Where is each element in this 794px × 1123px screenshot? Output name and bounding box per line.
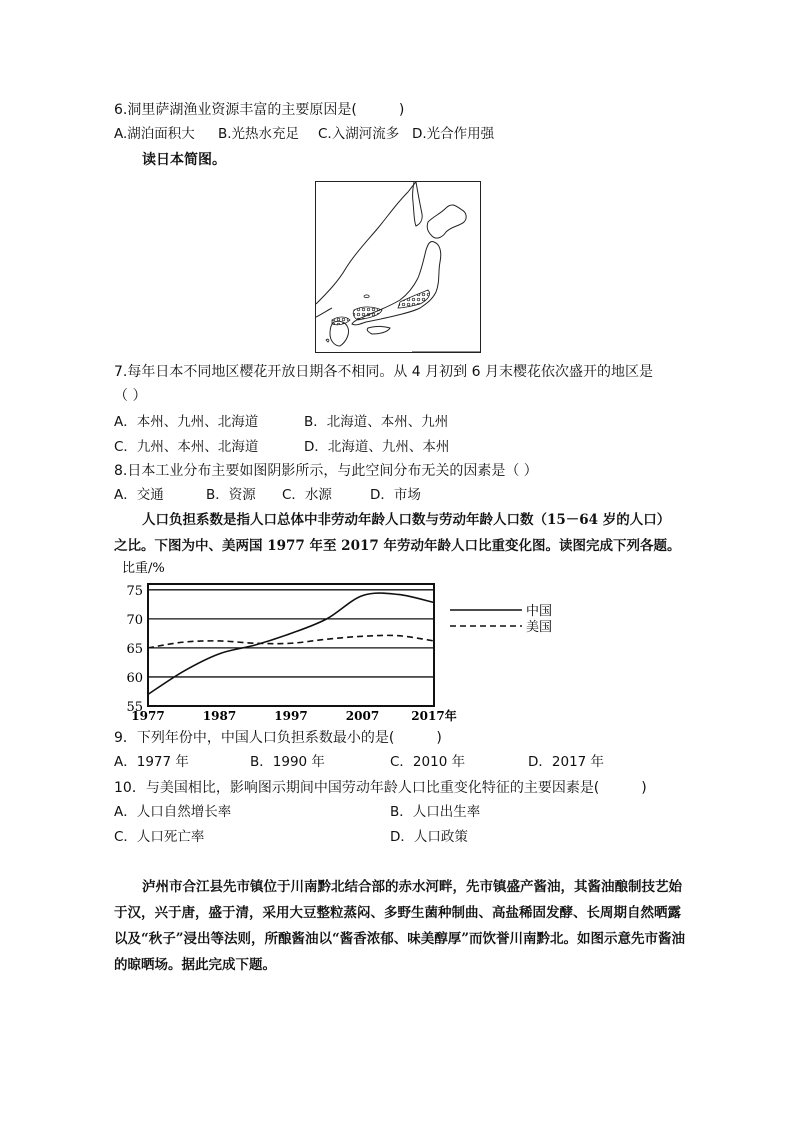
- q10-option-b: B．人口出生率: [390, 804, 481, 820]
- q10-option-d: D．人口政策: [390, 829, 468, 845]
- mainland-coast: [316, 182, 416, 304]
- q6-option-a: A.湖泊面积大: [114, 126, 195, 142]
- q9-option-d: D．2017 年: [528, 754, 605, 770]
- legend-label: 中国: [526, 604, 553, 619]
- q7-option-d: D．北海道、九州、本州: [304, 439, 450, 455]
- q6-option-c: C.入湖河流多: [318, 126, 400, 142]
- x-tick-label: 1977: [131, 709, 165, 723]
- population-chart: [118, 560, 568, 724]
- x-tick-label: 2017年: [411, 709, 457, 723]
- industry-zone-west: [353, 307, 382, 320]
- q10-option-a: A．人口自然增长率: [114, 804, 232, 820]
- q7-option-b: B．北海道、本州、九州: [304, 414, 449, 430]
- q8-option-a: A．交通: [114, 487, 164, 503]
- luzhou-paragraph: [114, 874, 688, 978]
- chart-ylabel: 比重/%: [122, 561, 165, 576]
- industry-zone-east: [398, 290, 430, 308]
- y-tick-label: 55: [126, 700, 143, 715]
- japan-map-drawing: [316, 182, 480, 352]
- q8-option-d: D．市场: [370, 487, 421, 503]
- intro-para-line2: 之比。下图为中、美两国 1977 年至 2017 年劳动年龄人口比重变化图。读图完成下列各题。: [114, 538, 681, 554]
- q7-option-c: C．九州、本州、北海道: [114, 439, 259, 455]
- series-line-usa: [148, 635, 434, 648]
- q6-option-d: D.光合作用强: [412, 126, 495, 142]
- shikoku: [367, 327, 390, 335]
- intro-para-line1: 人口负担系数是指人口总体中非劳动年龄人口数与劳动年龄人口数（15－64 岁的人口）: [142, 512, 671, 528]
- y-tick-label: 75: [126, 583, 143, 599]
- q8-option-b: B．资源: [206, 487, 256, 503]
- q6-option-b: B.光热水充足: [218, 126, 300, 142]
- x-tick-label: 1987: [202, 709, 237, 723]
- q10-option-c: C．人口死亡率: [114, 829, 205, 845]
- y-tick-label: 60: [126, 670, 143, 686]
- q7-option-a: A．本州、九州、北海道: [114, 414, 259, 430]
- luzhou-paragraph-text: 泸州市合江县先市镇位于川南黔北结合部的赤水河畔，先市镇盛产酱油，其酱油酿制技艺始于汉，兴于唐，盛于清，采用大豆整粒蒸闷、多野生菌种制曲、高盐稀固发酵、长周期自然晒露以及“秋子”浸出等法则，所酿酱油以“酱香浓郁、味美醇厚”而饮誉川南黔北。如图示意先市酱油的晾晒场。据此完成下题。: [114, 879, 686, 973]
- q9-option-b: B．1990 年: [250, 754, 325, 770]
- q9-stem: 9．下列年份中，中国人口负担系数最小的是( ): [114, 730, 442, 746]
- q9-option-c: C．2010 年: [390, 754, 466, 770]
- q8-option-c: C．水源: [282, 487, 332, 503]
- q7-stem-line1: 7.每年日本不同地区樱花开放日期各不相同。从 4 月初到 6 月末樱花依次盛开的地区是: [114, 364, 653, 380]
- y-tick-label: 70: [126, 612, 143, 628]
- q10-stem: 10．与美国相比，影响图示期间中国劳动年龄人口比重变化特征的主要因素是( ): [114, 780, 647, 796]
- q9-option-a: A．1977 年: [114, 754, 189, 770]
- hokkaido: [427, 205, 466, 238]
- sakhalin: [413, 182, 423, 226]
- x-tick-label: 2007: [345, 709, 380, 723]
- q7-stem-line2: （ ）: [114, 388, 147, 404]
- japan-map: [315, 181, 481, 353]
- q8-stem: 8.日本工业分布主要如图阴影所示，与此空间分布无关的因素是（ ）: [114, 463, 538, 479]
- x-tick-label: 1997: [274, 709, 308, 723]
- industry-zone-kyushu: [332, 317, 350, 325]
- chart-frame: [148, 584, 434, 706]
- y-tick-label: 65: [126, 641, 143, 657]
- q6-stem: 6.洞里萨湖渔业资源丰富的主要原因是( ): [114, 102, 405, 118]
- legend-label: 美国: [526, 620, 553, 635]
- map-intro: 读日本简图。: [142, 152, 226, 168]
